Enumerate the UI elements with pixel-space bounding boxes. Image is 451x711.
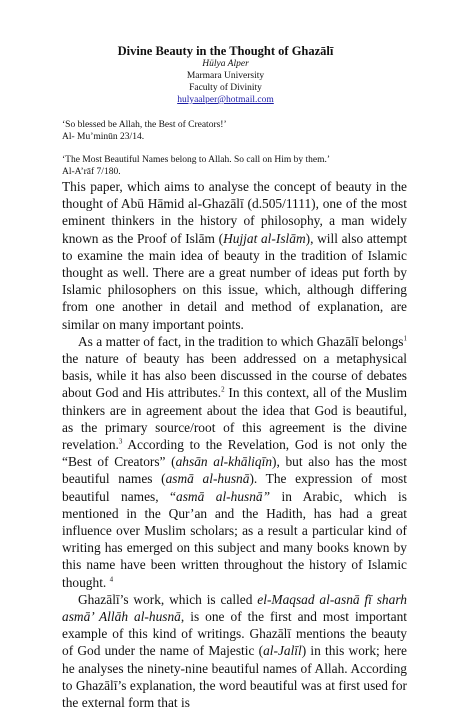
paragraph: Ghazālī’s work, which is called el-Maqsad al-asnā fī sharh asmā’ Allāh al-husnā, is one of the first and most important example of this kind of writings. Ghazālī mentions the beauty of God under the name of Majestic (al-Jalīl) in this work; here he analyses the ninety-nine beautiful names of Allah. According to Ghazālī’s explanation, the word beautiful was at first used for the external form that is (62, 591, 408, 711)
footnote-ref[interactable]: 3 (118, 437, 123, 446)
epigraph-source: Al-A’rāf 7/180. (62, 167, 121, 177)
paragraph: As a matter of fact, in the tradition to which Ghazālī belongs$^1$ the nature of beauty has been addressed on a metaphysical basis, while it has also been discussed in the course of debates about God and His attributes.$^2$ In this context, all of the Muslim thinkers are in agreement about the idea that God is beautiful, as the primary source/root of this agreement is the divine revelation.$^3$ According to the Revelation, God is not only the “Best of Creators” (ahsān al-khāliqīn), but also has the most beautiful names (asmā al-husnā). The expression of most beautiful names, “asmā al-husnā” in Arabic, which is mentioned in the Qur’an and the Hadith, has had a great influence over Muslim scholars; as a result a particular kind of writing has emerged on this subject and many books known by this name have been written throughout the history of Islamic thought. $^4$ (62, 333, 407, 590)
body-text (62, 178, 407, 711)
paper-title: Divine Beauty in the Thought of Ghazālī (117, 44, 334, 58)
epigraph-quote: ‘So blessed be Allah, the Best of Creators!’ (62, 120, 227, 130)
footnote-ref[interactable]: 4 (109, 575, 114, 584)
university: Marmara University (186, 71, 265, 81)
footnote-ref[interactable]: 2 (221, 385, 225, 394)
epigraph-quote: ‘The Most Beautiful Names belong to Allah. So call on Him by them.’ (62, 155, 331, 165)
email-link[interactable]: hulyaalper@hotmail.com (177, 95, 274, 105)
faculty: Faculty of Divinity (189, 83, 262, 93)
author-name: Hülya Alper (202, 59, 249, 69)
epigraph-source: Al- Mu’minūn 23/14. (62, 132, 145, 142)
footnote-ref[interactable]: 1 (403, 334, 407, 343)
paragraph: This paper, which aims to analyse the concept of beauty in the thought of Abū Hāmid al-Ghazālī (d.505/1111), one of the most eminent thinkers in the history of philosophy, a man widely known as the Proof of Islām (Hujjat al-Islām), will also attempt to examine the main idea of beauty in the tradition of Islamic thought as well. There are a great number of ideas put forth by Islamic philosophers on this issue, which, although differing from one another in detail and method of explanation, are similar on many important points. (62, 179, 407, 332)
